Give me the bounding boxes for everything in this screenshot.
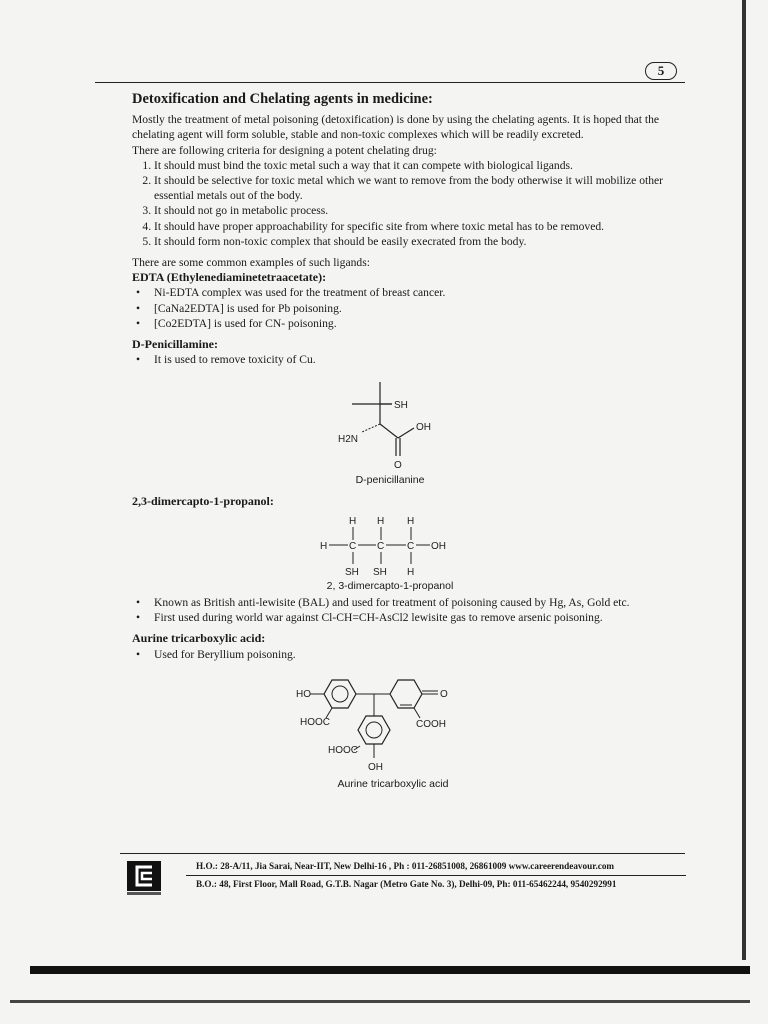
intro-paragraph: Mostly the treatment of metal poisoning (detoxification) is done by using the chelating agents. It is hoped that the chelating agent will form soluble, stable and non-toxic complexes which will be readily excreted. — [132, 113, 660, 142]
bal-heading: 2,3-dimercapto-1-propanol: — [132, 494, 274, 508]
oh-label: OH — [416, 422, 431, 433]
footer-divider — [186, 875, 686, 876]
bal-caption: 2, 3-dimercapto-1-propanol — [326, 580, 454, 592]
aurine-heading: Aurine tricarboxylic acid: — [132, 631, 266, 646]
edta-item: • Ni-EDTA complex was used for the treatment of breast cancer. — [154, 285, 684, 300]
aurine-caption: Aurine tricarboxylic acid — [337, 778, 449, 790]
nh2-label: H2N — [338, 434, 359, 445]
aurine-structure — [290, 672, 490, 776]
aurine-item: • Used for Beryllium poisoning. — [154, 647, 684, 662]
penicillamine-item: • It is used to remove toxicity of Cu. — [154, 352, 684, 367]
svg-text:COOH: COOH — [416, 719, 446, 730]
svg-text:HOOC: HOOC — [300, 717, 330, 728]
svg-text:C: C — [377, 541, 385, 552]
penicillamine-caption: D-penicillanine — [355, 474, 425, 486]
footer-rule — [120, 853, 685, 854]
criteria-item: 1. It should must bind the toxic metal such a way that it can compete with biological ligands. — [154, 158, 684, 173]
bal-figure — [318, 514, 468, 594]
penicillamine-list — [132, 352, 684, 367]
svg-text:SH: SH — [373, 567, 387, 578]
criteria-list — [132, 158, 684, 249]
section-title: Detoxification and Chelating agents in medicine: — [132, 91, 433, 107]
svg-text:H: H — [407, 567, 415, 578]
aurine-list — [132, 647, 684, 662]
bal-item: • Known as British anti-lewisite (BAL) and used for treatment of poisoning caused by Hg, As, Gold etc. — [154, 595, 684, 610]
criteria-item: 5. It should form non-toxic complex that should be easily execrated from the body. — [154, 234, 684, 249]
edta-item: • [CaNa2EDTA] is used for Pb poisoning. — [154, 301, 684, 316]
bal-section — [132, 494, 684, 509]
svg-text:H: H — [407, 516, 415, 527]
bal-list — [132, 595, 684, 625]
bal-notes — [132, 595, 684, 662]
svg-text:H: H — [349, 516, 357, 527]
svg-text:HOOC: HOOC — [328, 745, 358, 756]
bal-item: • First used during world war against Cl-CH=CH-AsCl2 lewisite gas to remove arsenic poisoning. — [154, 610, 684, 625]
page-bottom-edge — [30, 966, 750, 974]
penicillamine-heading: D-Penicillamine: — [132, 337, 218, 352]
head-office-address: H.O.: 28-A/11, Jia Sarai, Near-IIT, New Delhi-16 , Ph : 011-26851008, 26861009 www.careerendeavour.com — [196, 861, 615, 871]
svg-text:HO: HO — [296, 689, 311, 700]
edta-item: • [Co2EDTA] is used for CN- poisoning. — [154, 316, 684, 331]
bal-structure — [318, 514, 468, 580]
svg-text:C: C — [349, 541, 357, 552]
criteria-item: 3. It should not go in metabolic process. — [154, 203, 684, 218]
branch-office-address: B.O.: 48, First Floor, Mall Road, G.T.B. Nagar (Metro Gate No. 3), Delhi-09, Ph: 011-65462244, 9540292991 — [196, 879, 617, 889]
svg-text:OH: OH — [368, 762, 383, 773]
o-label: O — [394, 460, 402, 471]
criteria-item: 4. It should have proper approachability for specific site from where toxic metal has to be removed. — [154, 219, 684, 234]
criteria-intro: There are following criteria for designing a potent chelating drug: — [132, 143, 437, 157]
scan-edge-line — [10, 1000, 750, 1003]
svg-text:O: O — [440, 689, 448, 700]
svg-text:SH: SH — [345, 567, 359, 578]
binding-shadow — [742, 0, 746, 960]
edta-heading: EDTA (Ethylenediaminetetraacetate): — [132, 270, 327, 285]
svg-text:OH: OH — [431, 541, 446, 552]
sh-label: SH — [394, 400, 408, 411]
svg-text:C: C — [407, 541, 415, 552]
aurine-figure — [290, 672, 490, 792]
examples-intro: There are some common examples of such ligands: — [132, 256, 370, 270]
svg-text:H: H — [377, 516, 385, 527]
penicillamine-figure — [330, 380, 470, 490]
edta-list — [132, 285, 684, 331]
criteria-item: 2. It should be selective for toxic metal which we want to remove from the body otherwise it will mobilize other essential metals out of the body. — [154, 173, 684, 203]
page-number: 5 — [645, 62, 677, 80]
header-rule — [95, 82, 685, 83]
main-content — [132, 92, 684, 367]
svg-text:H: H — [320, 541, 328, 552]
career-endeavour-logo — [126, 860, 162, 896]
